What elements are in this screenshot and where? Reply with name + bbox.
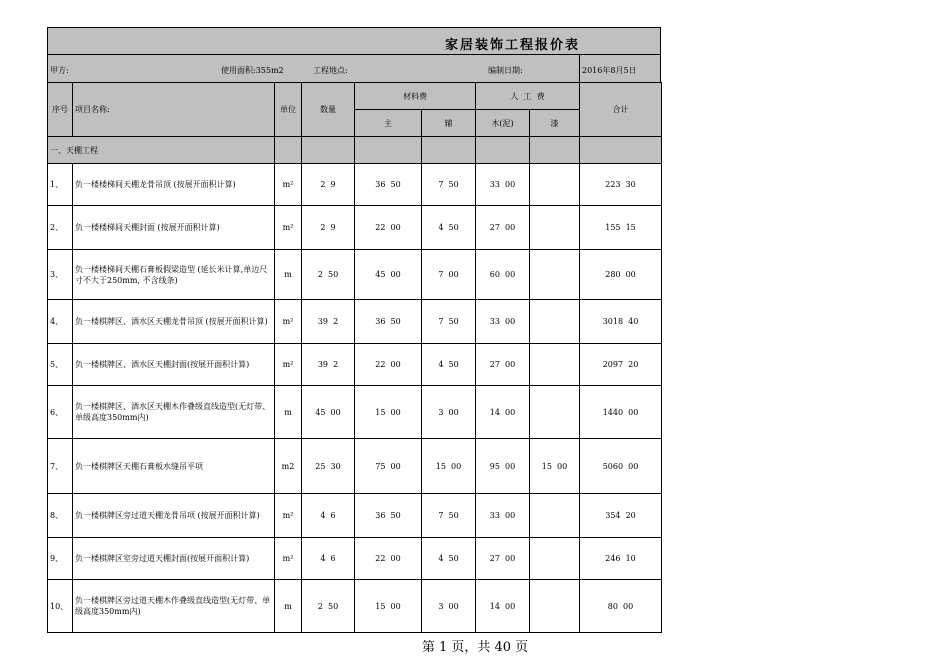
row-seq: 5、 <box>48 344 73 386</box>
row-name: 负一楼楼梯间天棚龙骨吊顶 (按展开面积计算) <box>73 164 275 206</box>
header-aux: 辅 <box>422 110 476 137</box>
row-main-material: 45 00 <box>355 250 422 300</box>
row-main-material: 22 00 <box>355 538 422 580</box>
table-row <box>48 300 662 344</box>
row-name: 负一楼楼梯间天棚石膏板假梁造型 (延长米计算,单边尺寸不大于250mm, 不含线条) <box>73 250 275 300</box>
row-qty: 39 2 <box>302 344 355 386</box>
row-paint-labor <box>530 344 580 386</box>
row-unit: m <box>275 386 302 439</box>
table-row <box>48 344 662 386</box>
row-wood-labor: 95 00 <box>476 439 530 494</box>
section-empty-cell <box>580 137 662 164</box>
row-qty: 4 6 <box>302 538 355 580</box>
party-a-label: 甲方: <box>50 66 69 75</box>
row-aux-material: 7 50 <box>422 164 476 206</box>
row-unit: m² <box>275 206 302 250</box>
row-total: 246 10 <box>580 538 662 580</box>
row-qty: 45 00 <box>302 386 355 439</box>
row-name: 负一楼楼梯间天棚封面 (按展开面积计算) <box>73 206 275 250</box>
row-aux-material: 3 00 <box>422 386 476 439</box>
row-wood-labor: 60 00 <box>476 250 530 300</box>
section-empty-cell <box>530 137 580 164</box>
row-wood-labor: 33 00 <box>476 164 530 206</box>
row-total: 1440 00 <box>580 386 662 439</box>
row-main-material: 22 00 <box>355 206 422 250</box>
header-total: 合计 <box>580 83 662 137</box>
header-row-1 <box>48 83 662 110</box>
row-aux-material: 4 50 <box>422 206 476 250</box>
row-main-material: 36 50 <box>355 494 422 538</box>
row-paint-labor <box>530 580 580 633</box>
row-wood-labor: 27 00 <box>476 344 530 386</box>
quotation-table <box>47 82 662 633</box>
row-paint-labor <box>530 494 580 538</box>
row-seq: 7、 <box>48 439 73 494</box>
row-aux-material: 7 50 <box>422 494 476 538</box>
row-aux-material: 4 50 <box>422 538 476 580</box>
row-wood-labor: 33 00 <box>476 494 530 538</box>
row-seq: 10、 <box>48 580 73 633</box>
table-body <box>48 164 662 633</box>
section-row <box>48 137 662 164</box>
area-label: 使用面积:355m2 <box>221 66 284 75</box>
header-qty: 数量 <box>302 83 355 137</box>
row-total: 354 20 <box>580 494 662 538</box>
row-total: 280 00 <box>580 250 662 300</box>
row-paint-labor <box>530 164 580 206</box>
row-aux-material: 7 50 <box>422 300 476 344</box>
row-aux-material: 3 00 <box>422 580 476 633</box>
row-seq: 2、 <box>48 206 73 250</box>
row-name: 负一楼棋牌区天棚石膏板水缝吊平项 <box>73 439 275 494</box>
location-label: 工程地点: <box>313 66 348 75</box>
row-name: 负一楼棋牌区、酒水区天棚龙骨吊顶 (按展开面积计算) <box>73 300 275 344</box>
section-empty-cell <box>476 137 530 164</box>
info-bar <box>47 54 661 83</box>
header-labor: 人 工 费 <box>476 83 580 110</box>
date-divider <box>579 55 580 82</box>
table-row <box>48 386 662 439</box>
row-total: 5060 00 <box>580 439 662 494</box>
row-seq: 4、 <box>48 300 73 344</box>
row-aux-material: 7 00 <box>422 250 476 300</box>
row-unit: m <box>275 580 302 633</box>
row-paint-labor <box>530 250 580 300</box>
table-row <box>48 164 662 206</box>
row-wood-labor: 14 00 <box>476 386 530 439</box>
row-total: 155 15 <box>580 206 662 250</box>
row-total: 80 00 <box>580 580 662 633</box>
row-paint-labor <box>530 206 580 250</box>
row-unit: m <box>275 250 302 300</box>
row-name: 负一楼棋牌区旁过道天棚龙骨吊项 (按展开面积计算) <box>73 494 275 538</box>
section-empty-cell <box>302 137 355 164</box>
row-main-material: 36 50 <box>355 300 422 344</box>
row-seq: 8、 <box>48 494 73 538</box>
header-paint: 漆 <box>530 110 580 137</box>
table-row <box>48 250 662 300</box>
row-wood-labor: 14 00 <box>476 580 530 633</box>
table-row <box>48 538 662 580</box>
row-unit: m² <box>275 538 302 580</box>
row-unit: m² <box>275 300 302 344</box>
header-main: 主 <box>355 110 422 137</box>
row-aux-material: 15 00 <box>422 439 476 494</box>
header-material: 材料费 <box>355 83 476 110</box>
row-unit: m2 <box>275 439 302 494</box>
section-empty-cell <box>422 137 476 164</box>
row-qty: 2 9 <box>302 206 355 250</box>
row-paint-labor <box>530 300 580 344</box>
row-unit: m² <box>275 494 302 538</box>
row-seq: 1、 <box>48 164 73 206</box>
date-value: 2016年8月5日 <box>582 66 637 75</box>
row-total: 2097 20 <box>580 344 662 386</box>
row-paint-labor <box>530 386 580 439</box>
row-total: 223 30 <box>580 164 662 206</box>
header-name: 项目名称: <box>73 83 275 137</box>
row-main-material: 15 00 <box>355 580 422 633</box>
row-name: 负一楼棋牌区室旁过道天棚封面(按展开面积计算) <box>73 538 275 580</box>
row-wood-labor: 27 00 <box>476 538 530 580</box>
page-footer: 第 1 页，共 40 页 <box>421 640 529 655</box>
row-unit: m² <box>275 344 302 386</box>
row-paint-labor: 15 00 <box>530 439 580 494</box>
table-row <box>48 494 662 538</box>
row-qty: 2 50 <box>302 580 355 633</box>
row-main-material: 22 00 <box>355 344 422 386</box>
row-qty: 4 6 <box>302 494 355 538</box>
row-main-material: 15 00 <box>355 386 422 439</box>
row-total: 3018 40 <box>580 300 662 344</box>
row-main-material: 75 00 <box>355 439 422 494</box>
table-row <box>48 206 662 250</box>
row-aux-material: 4 50 <box>422 344 476 386</box>
header-seq: 序号 <box>48 83 73 137</box>
table-row <box>48 580 662 633</box>
sheet-title: 家居装饰工程报价表 <box>445 38 581 53</box>
row-qty: 2 50 <box>302 250 355 300</box>
row-qty: 2 9 <box>302 164 355 206</box>
section-empty-cell <box>275 137 302 164</box>
row-paint-labor <box>530 538 580 580</box>
section-title: 一、天棚工程 <box>48 137 275 164</box>
row-qty: 39 2 <box>302 300 355 344</box>
row-seq: 9、 <box>48 538 73 580</box>
header-wood: 木(泥) <box>476 110 530 137</box>
row-seq: 6、 <box>48 386 73 439</box>
row-seq: 3、 <box>48 250 73 300</box>
row-name: 负一楼棋牌区、酒水区天棚封面(按展开面积计算) <box>73 344 275 386</box>
row-name: 负一楼棋牌区、酒水区天棚木作叠级直线造型(无灯带、单级高度350mm内) <box>73 386 275 439</box>
row-unit: m² <box>275 164 302 206</box>
row-main-material: 36 50 <box>355 164 422 206</box>
date-label: 编制日期: <box>488 66 523 75</box>
title-bar <box>47 27 661 55</box>
row-wood-labor: 27 00 <box>476 206 530 250</box>
section-empty-cell <box>355 137 422 164</box>
header-unit: 单位 <box>275 83 302 137</box>
row-qty: 25 30 <box>302 439 355 494</box>
row-wood-labor: 33 00 <box>476 300 530 344</box>
row-name: 负一楼棋牌区旁过道天棚木作叠级直线造型(无灯带、单级高度350mm内) <box>73 580 275 633</box>
table-row <box>48 439 662 494</box>
